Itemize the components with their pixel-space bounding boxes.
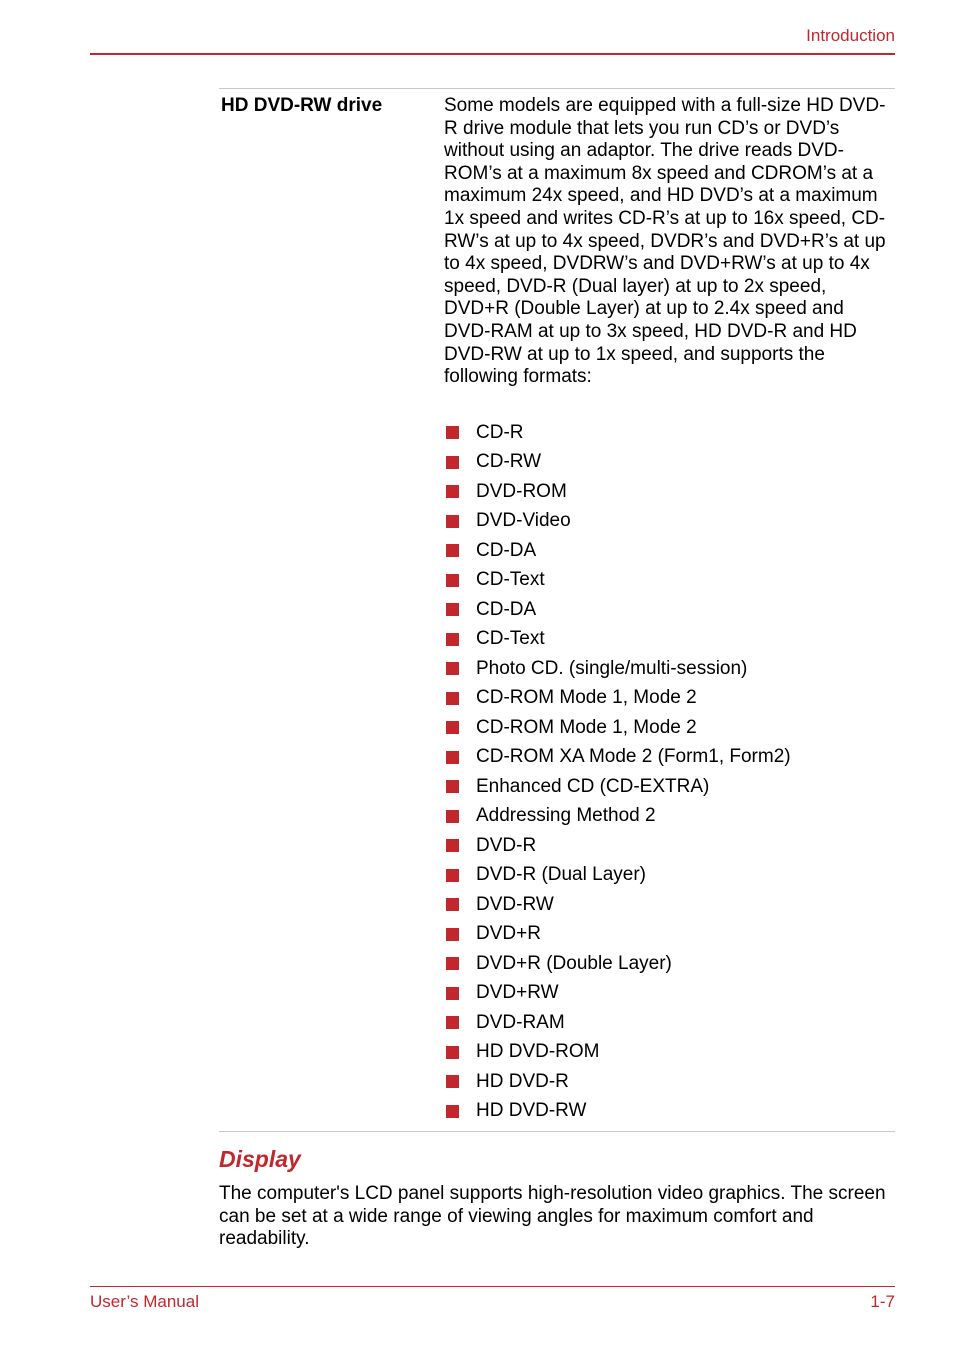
square-bullet-icon (446, 633, 459, 646)
square-bullet-icon (446, 544, 459, 557)
square-bullet-icon (446, 456, 459, 469)
format-label: CD-Text (476, 628, 545, 650)
format-label: CD-DA (476, 539, 537, 561)
list-item (444, 684, 791, 714)
format-label: CD-DA (476, 598, 537, 620)
format-label: HD DVD-R (476, 1070, 569, 1092)
format-label: HD DVD-RW (476, 1100, 587, 1122)
list-item (444, 890, 791, 920)
square-bullet-icon (446, 839, 459, 852)
running-header: Introduction (806, 26, 895, 45)
square-bullet-icon (446, 426, 459, 439)
header-rule (90, 53, 895, 55)
list-item (444, 802, 791, 832)
list-item (444, 654, 791, 684)
format-label: DVD+RW (476, 982, 559, 1004)
list-item (444, 507, 791, 537)
square-bullet-icon (446, 603, 459, 616)
list-item (444, 979, 791, 1009)
format-label: CD-RW (476, 451, 542, 473)
square-bullet-icon (446, 987, 459, 1000)
list-item (444, 949, 791, 979)
format-label: Photo CD. (single/multi-session) (476, 657, 748, 679)
square-bullet-icon (446, 692, 459, 705)
format-label: DVD+R (476, 923, 541, 945)
format-label: CD-ROM XA Mode 2 (Form1, Form2) (476, 746, 791, 768)
list-item (444, 831, 791, 861)
format-label: DVD+R (Double Layer) (476, 952, 672, 974)
square-bullet-icon (446, 751, 459, 764)
spec-term: HD DVD-RW drive (221, 95, 383, 116)
square-bullet-icon (446, 485, 459, 498)
format-label: CD-R (476, 421, 524, 443)
square-bullet-icon (446, 1075, 459, 1088)
list-item (444, 418, 791, 448)
list-item (444, 448, 791, 478)
square-bullet-icon (446, 1016, 459, 1029)
table-top-rule (219, 88, 895, 89)
list-item (444, 1008, 791, 1038)
table-bottom-rule (219, 1131, 895, 1132)
list-item (444, 920, 791, 950)
square-bullet-icon (446, 515, 459, 528)
spec-description: Some models are equipped with a full-size HD DVD-R drive module that lets you run CD’s or DVD’s without using an adaptor. The drive reads DVD-ROM’s at a maximum 8x speed and CDROM’s at a maximum 24x speed, and HD DVD’s at a maximum 1x speed and writes CD-R’s at up to 16x speed, CD-RW’s at up to 4x speed, DVDR’s and DVD+R’s at up to 4x speed, DVDRW’s and DVD+RW’s at up to 4x speed, DVD-R (Dual layer) at up to 2x speed, DVD+R (Double Layer) at up to 2.4x speed and DVD-RAM at up to 3x speed, HD DVD-R and HD DVD-RW at up to 1x speed, and supports the following formats: (444, 95, 886, 388)
square-bullet-icon (446, 957, 459, 970)
square-bullet-icon (446, 869, 459, 882)
format-label: CD-Text (476, 569, 545, 591)
square-bullet-icon (446, 1105, 459, 1118)
section-paragraph: The computer's LCD panel supports high-resolution video graphics. The screen can be set at a wide range of viewing angles for maximum comfort and readability. (219, 1183, 886, 1250)
format-label: DVD-R (Dual Layer) (476, 864, 646, 886)
square-bullet-icon (446, 810, 459, 823)
square-bullet-icon (446, 898, 459, 911)
section-heading: Display (219, 1146, 301, 1172)
list-item (444, 1067, 791, 1097)
list-item (444, 772, 791, 802)
format-label: CD-ROM Mode 1, Mode 2 (476, 687, 697, 709)
format-label: CD-ROM Mode 1, Mode 2 (476, 716, 697, 738)
list-item (444, 743, 791, 773)
format-label: Addressing Method 2 (476, 805, 656, 827)
square-bullet-icon (446, 780, 459, 793)
list-item (444, 625, 791, 655)
list-item (444, 713, 791, 743)
format-label: DVD-Video (476, 510, 571, 532)
list-item (444, 566, 791, 596)
square-bullet-icon (446, 928, 459, 941)
page-number: 1-7 (870, 1292, 895, 1311)
format-label: DVD-RW (476, 893, 554, 915)
format-label: HD DVD-ROM (476, 1041, 600, 1063)
square-bullet-icon (446, 1046, 459, 1059)
format-list (444, 418, 791, 1126)
list-item (444, 595, 791, 625)
format-label: DVD-ROM (476, 480, 567, 502)
format-label: DVD-RAM (476, 1011, 565, 1033)
format-label: Enhanced CD (CD-EXTRA) (476, 775, 710, 797)
list-item (444, 1038, 791, 1068)
list-item (444, 1097, 791, 1127)
list-item (444, 536, 791, 566)
square-bullet-icon (446, 574, 459, 587)
list-item (444, 861, 791, 891)
square-bullet-icon (446, 721, 459, 734)
footer-rule (90, 1286, 895, 1287)
square-bullet-icon (446, 662, 459, 675)
list-item (444, 477, 791, 507)
format-label: DVD-R (476, 834, 537, 856)
footer-manual-title: User’s Manual (90, 1292, 199, 1311)
